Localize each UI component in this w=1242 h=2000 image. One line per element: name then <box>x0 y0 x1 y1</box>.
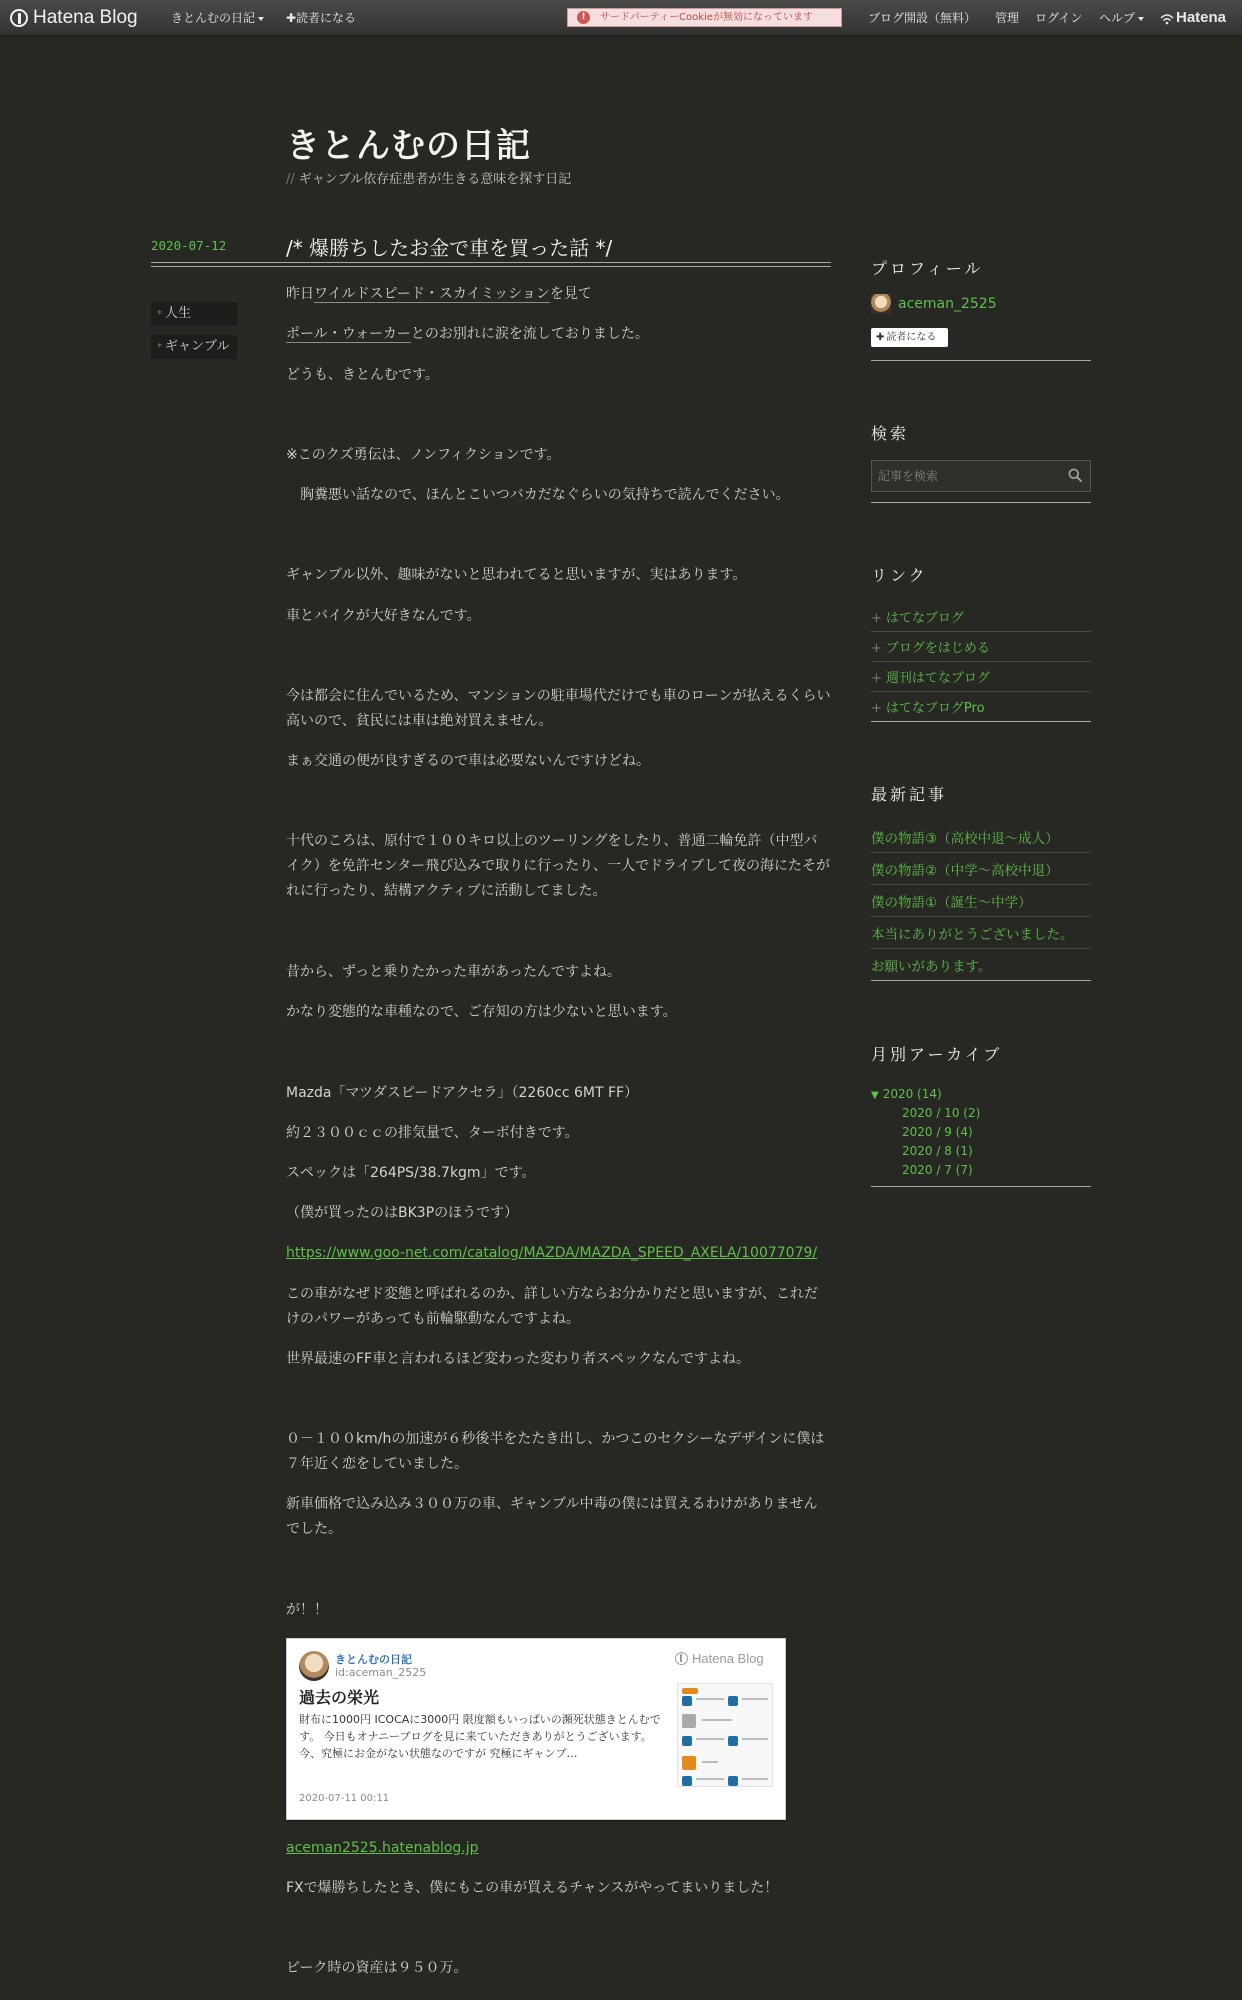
search-heading: 検索 <box>871 424 910 443</box>
recent-entry-link[interactable]: 僕の物語②（中学～高校中退） <box>871 863 1059 879</box>
paragraph: 昔から、ずっと乗りたかった車があったんですよね。 <box>286 964 622 980</box>
blog-description: // ギャンブル依存症患者が生きる意味を探す日記 <box>286 172 572 187</box>
keyword-link[interactable]: ポール・ウォーカー <box>286 326 411 342</box>
paragraph: 今は都会に住んでいるため、マンションの駐車場代だけでも車のローンが払えるくらい高いので、貧民には車は絶対買えません。 <box>286 688 831 729</box>
profile-heading: プロフィール <box>871 259 984 278</box>
admin-link[interactable]: 管理 <box>995 11 1020 25</box>
open-blog-link[interactable]: ブログ開設（無料） <box>868 11 977 25</box>
title-divider <box>151 262 831 267</box>
plus-icon: + <box>871 671 882 686</box>
archive-year-toggle[interactable]: ▼ 2020 (14) <box>871 1087 942 1101</box>
cookie-warning-banner[interactable]: ! サードパーティーCookieが無効になっています <box>567 8 842 27</box>
avatar <box>299 1651 329 1681</box>
card-brand: Hatena Blog <box>675 1651 764 1666</box>
help-dropdown[interactable]: ヘルプ <box>1099 0 1144 36</box>
paragraph: Mazda「マツダスピードアクセラ」（2260cc 6MT FF） <box>286 1085 639 1101</box>
paragraph: ０－１００km/hの加速が６秒後半をたたき出し、かつこのセクシーなデザインに僕は７年近く恋をしていました。 <box>286 1431 825 1472</box>
archive-month-link[interactable]: 2020 / 10 (2) <box>902 1106 981 1120</box>
blog-link[interactable]: aceman2525.hatenablog.jp <box>286 1840 479 1856</box>
paragraph: 世界最速のFF車と言われるほど変わった変わり者スペックなんですよね。 <box>286 1351 750 1367</box>
paragraph: かなり変態的な車種なので、ご存知の方は少ないと思います。 <box>286 1004 677 1020</box>
paragraph <box>286 1241 831 1266</box>
paragraph: が！！ <box>286 1602 328 1618</box>
paragraph: この車がなぜド変態と呼ばれるのか、詳しい方ならお分かりだと思いますが、これだけのパワーがあっても前輪駆動なんですよね。 <box>286 1286 818 1327</box>
sidebar-link[interactable]: + 週刊はてなブログ <box>871 671 990 686</box>
paragraph: （僕が買ったのはBK3Pのほうです） <box>286 1205 519 1221</box>
sidebar-link[interactable]: + ブログをはじめる <box>871 641 990 656</box>
search-form <box>871 460 1091 492</box>
entry-date[interactable]: 2020-07-12 <box>151 238 227 253</box>
link-divider <box>871 691 1091 692</box>
hatena-menu[interactable]: Hatena <box>1160 0 1226 36</box>
category-tag[interactable]: * ギャンブル <box>151 335 237 359</box>
subscribe-link[interactable]: ✚読者になる <box>286 11 357 25</box>
paragraph: 車とバイクが大好きなんです。 <box>286 608 481 624</box>
card-user-id: id:aceman_2525 <box>335 1666 427 1679</box>
section-divider <box>871 360 1091 361</box>
paragraph: 昨日ワイルドスピード・スカイミッションを見て <box>286 286 592 302</box>
blog-menu-dropdown[interactable]: きとんむの日記 <box>171 0 264 36</box>
archive-month-link[interactable]: 2020 / 7 (7) <box>902 1163 973 1177</box>
triangle-down-icon: ▼ <box>871 1090 879 1101</box>
chevron-down-icon <box>258 17 264 21</box>
keyword-link[interactable]: ワイルドスピード・スカイミッション <box>314 286 550 302</box>
category-tag[interactable]: * 人生 <box>151 302 237 326</box>
card-summary: 財布に1000円 ICOCAに3000円 限度額もいっぱいの瀕死状態きとんむです。 今日もオナニーブログを見に来ていただきありがとうございます。 今、究極にお金がない状態なのですが 究極にギャンブ… <box>299 1713 661 1760</box>
hatena-blog-logo-icon <box>10 9 28 27</box>
recent-entry-link[interactable]: お願いがあります。 <box>871 959 992 975</box>
paragraph: FXで爆勝ちしたとき、僕にもこの車が買えるチャンスがやってまいりました！ <box>286 1880 779 1896</box>
paragraph: 約２３００ｃｃの排気量で、ターボ付きです。 <box>286 1125 579 1141</box>
link-divider <box>871 661 1091 662</box>
recent-heading: 最新記事 <box>871 785 948 804</box>
warning-icon: ! <box>577 11 590 24</box>
links-heading: リンク <box>871 566 928 585</box>
card-blog-name[interactable]: きとんむの日記 <box>335 1653 412 1666</box>
paragraph: 胸糞悪い話なので、ほんとこいつバカだなぐらいの気持ちで読んでください。 <box>286 487 790 503</box>
plus-icon: ✚ <box>876 332 885 343</box>
paragraph: 十代のころは、原付で１００キロ以上のツーリングをしたり、普通二輪免許（中型バイク）を免許センター飛び込みで取りに行ったり、一人でドライブして夜の海にたそがれに行ったり、結構アクティブに活動してました。 <box>286 833 831 899</box>
paragraph: スペックは「264PS/38.7kgm」です。 <box>286 1165 536 1181</box>
paragraph: どうも、きとんむです。 <box>286 367 439 383</box>
plus-icon: + <box>871 611 882 626</box>
recent-entry-link[interactable]: 僕の物語③（高校中退～成人） <box>871 831 1059 847</box>
chevron-down-icon <box>1138 17 1144 21</box>
section-divider <box>871 980 1091 981</box>
paragraph: まぁ交通の便が良すぎるので車は必要ないんですけどね。 <box>286 753 650 769</box>
description-prefix: // <box>286 172 295 187</box>
search-icon[interactable] <box>1068 468 1082 482</box>
plus-icon: + <box>871 701 882 716</box>
sidebar-link[interactable]: + はてなブログPro <box>871 701 985 716</box>
bullet-icon: * <box>157 342 162 353</box>
link-divider <box>871 916 1091 917</box>
blog-embed-card[interactable] <box>286 1638 786 1820</box>
link-divider <box>871 884 1091 885</box>
section-divider <box>871 721 1091 722</box>
bullet-icon: * <box>157 309 162 320</box>
hatena-wifi-icon <box>1160 13 1174 25</box>
search-input[interactable] <box>872 461 1057 491</box>
sidebar-link[interactable]: + はてなブログ <box>871 611 964 626</box>
recent-entry-link[interactable]: 本当にありがとうございました。 <box>871 927 1074 943</box>
entry-title[interactable]: /* 爆勝ちしたお金で車を買った話 */ <box>286 236 613 260</box>
archive-month-link[interactable]: 2020 / 9 (4) <box>902 1125 973 1139</box>
plus-icon: + <box>871 641 882 656</box>
login-link[interactable]: ログイン <box>1035 11 1083 25</box>
paragraph: ポール・ウォーカーとのお別れに涙を流しておりました。 <box>286 326 649 342</box>
section-divider <box>871 502 1091 503</box>
external-link[interactable]: https://www.goo-net.com/catalog/MAZDA/MAZDA_SPEED_AXELA/10077079/ <box>286 1245 818 1261</box>
paragraph: ピーク時の資産は９５０万。 <box>286 1960 468 1976</box>
profile-username-link[interactable]: aceman_2525 <box>898 296 997 312</box>
section-divider <box>871 1186 1091 1187</box>
link-divider <box>871 852 1091 853</box>
subscribe-button[interactable]: ✚ 読者になる <box>871 328 948 347</box>
hatena-blog-logo-icon <box>675 1652 688 1665</box>
card-title[interactable]: 過去の栄光 <box>299 1688 380 1707</box>
paragraph: ※このクズ勇伝は、ノンフィクションです。 <box>286 447 561 463</box>
card-date: 2020-07-11 00:11 <box>299 1793 390 1804</box>
hatena-blog-logo[interactable]: Hatena Blog <box>10 0 138 36</box>
paragraph <box>286 1836 831 1861</box>
link-divider <box>871 631 1091 632</box>
blog-title[interactable]: きとんむの日記 <box>286 126 531 166</box>
link-divider <box>871 948 1091 949</box>
recent-entry-link[interactable]: 僕の物語①（誕生～中学） <box>871 895 1032 911</box>
avatar[interactable] <box>871 294 891 314</box>
archive-month-link[interactable]: 2020 / 8 (1) <box>902 1144 973 1158</box>
paragraph: 新車価格で込み込み３００万の車、ギャンブル中毒の僕には買えるわけがありませんでした。 <box>286 1496 818 1537</box>
paragraph: ギャンブル以外、趣味がないと思われてると思いますが、実はあります。 <box>286 567 747 583</box>
card-thumbnail-image <box>677 1683 773 1787</box>
archive-heading: 月別アーカイブ <box>871 1045 1003 1064</box>
global-header <box>0 0 1242 36</box>
